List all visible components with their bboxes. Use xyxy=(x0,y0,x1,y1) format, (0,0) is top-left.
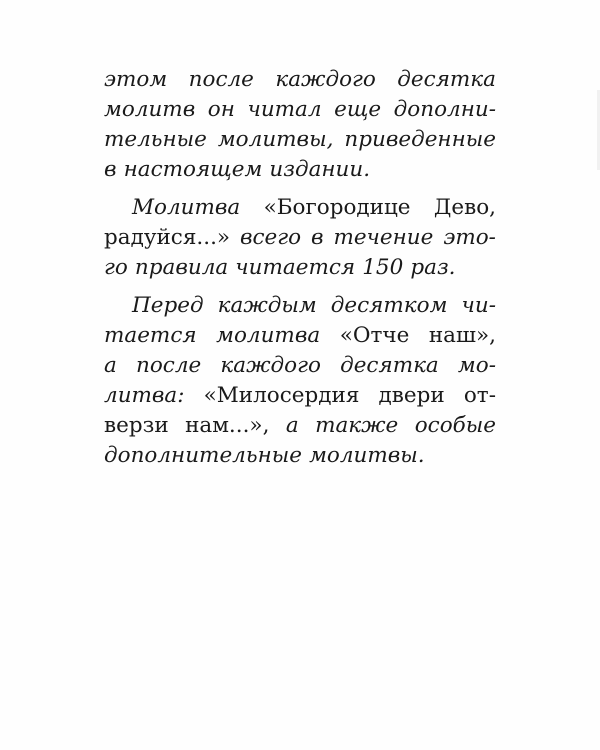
paragraph-3 xyxy=(104,291,496,471)
word: Дево, xyxy=(433,195,496,220)
word: особые xyxy=(414,413,496,438)
word: каждого xyxy=(220,353,321,378)
word: наш», xyxy=(428,323,496,348)
word: издании. xyxy=(269,157,371,182)
word: «Милосердия xyxy=(203,383,360,408)
word: также xyxy=(315,413,399,438)
paragraph-spacer xyxy=(104,185,496,193)
paragraph-1 xyxy=(104,65,496,185)
text-line xyxy=(104,65,496,95)
text-line xyxy=(104,253,496,283)
text-line xyxy=(104,351,496,381)
word: двери xyxy=(378,383,445,408)
word: го xyxy=(104,255,128,280)
word: читал xyxy=(247,97,322,122)
prayer-text-body xyxy=(104,65,496,471)
word: а xyxy=(104,353,117,378)
word: приведенные xyxy=(344,127,496,152)
word: каждого xyxy=(275,67,376,92)
text-line xyxy=(104,381,496,411)
word: после xyxy=(136,353,202,378)
word: Перед xyxy=(132,293,204,318)
word: еще xyxy=(334,97,382,122)
text-line xyxy=(104,95,496,125)
word: тельные xyxy=(104,127,207,152)
word: десятка xyxy=(397,67,496,92)
word: Молитва xyxy=(132,195,241,220)
word: 150 xyxy=(362,255,404,280)
word: молитвы. xyxy=(309,443,425,468)
word: дополнительные xyxy=(104,443,302,468)
word: правила xyxy=(134,255,229,280)
text-line xyxy=(104,155,496,185)
word: в xyxy=(104,157,117,182)
word: читается xyxy=(235,255,356,280)
word: чи- xyxy=(461,293,496,318)
word: каждым xyxy=(217,293,317,318)
word: молитва xyxy=(216,323,321,348)
word: он xyxy=(207,97,235,122)
word: «Отче xyxy=(339,323,410,348)
text-line xyxy=(104,223,496,253)
word: мо- xyxy=(457,353,496,378)
word: молитв xyxy=(104,97,196,122)
text-line xyxy=(104,125,496,155)
word: тается xyxy=(104,323,197,348)
word: течение xyxy=(333,225,434,250)
word: молитвы, xyxy=(217,127,334,152)
word: всего xyxy=(239,225,302,250)
word: это- xyxy=(443,225,496,250)
word: десятком xyxy=(330,293,448,318)
text-line xyxy=(104,411,496,441)
text-line xyxy=(104,321,496,351)
word: в xyxy=(311,225,324,250)
word: раз. xyxy=(410,255,456,280)
text-line xyxy=(104,193,496,223)
word: литва: xyxy=(104,383,185,408)
paragraph-spacer xyxy=(104,283,496,291)
paragraph-2 xyxy=(104,193,496,283)
word: нам...», xyxy=(185,413,270,438)
text-line xyxy=(104,291,496,321)
word: а xyxy=(285,413,299,438)
word: «Богородице xyxy=(263,195,411,220)
word: от- xyxy=(463,383,496,408)
word: верзи xyxy=(104,413,169,438)
word: дополни- xyxy=(393,97,496,122)
word: этом xyxy=(104,67,168,92)
text-line xyxy=(104,441,496,471)
word: радуйся...» xyxy=(104,225,231,250)
word: после xyxy=(188,67,254,92)
word: десятка xyxy=(340,353,439,378)
word: настоящем xyxy=(123,157,263,182)
